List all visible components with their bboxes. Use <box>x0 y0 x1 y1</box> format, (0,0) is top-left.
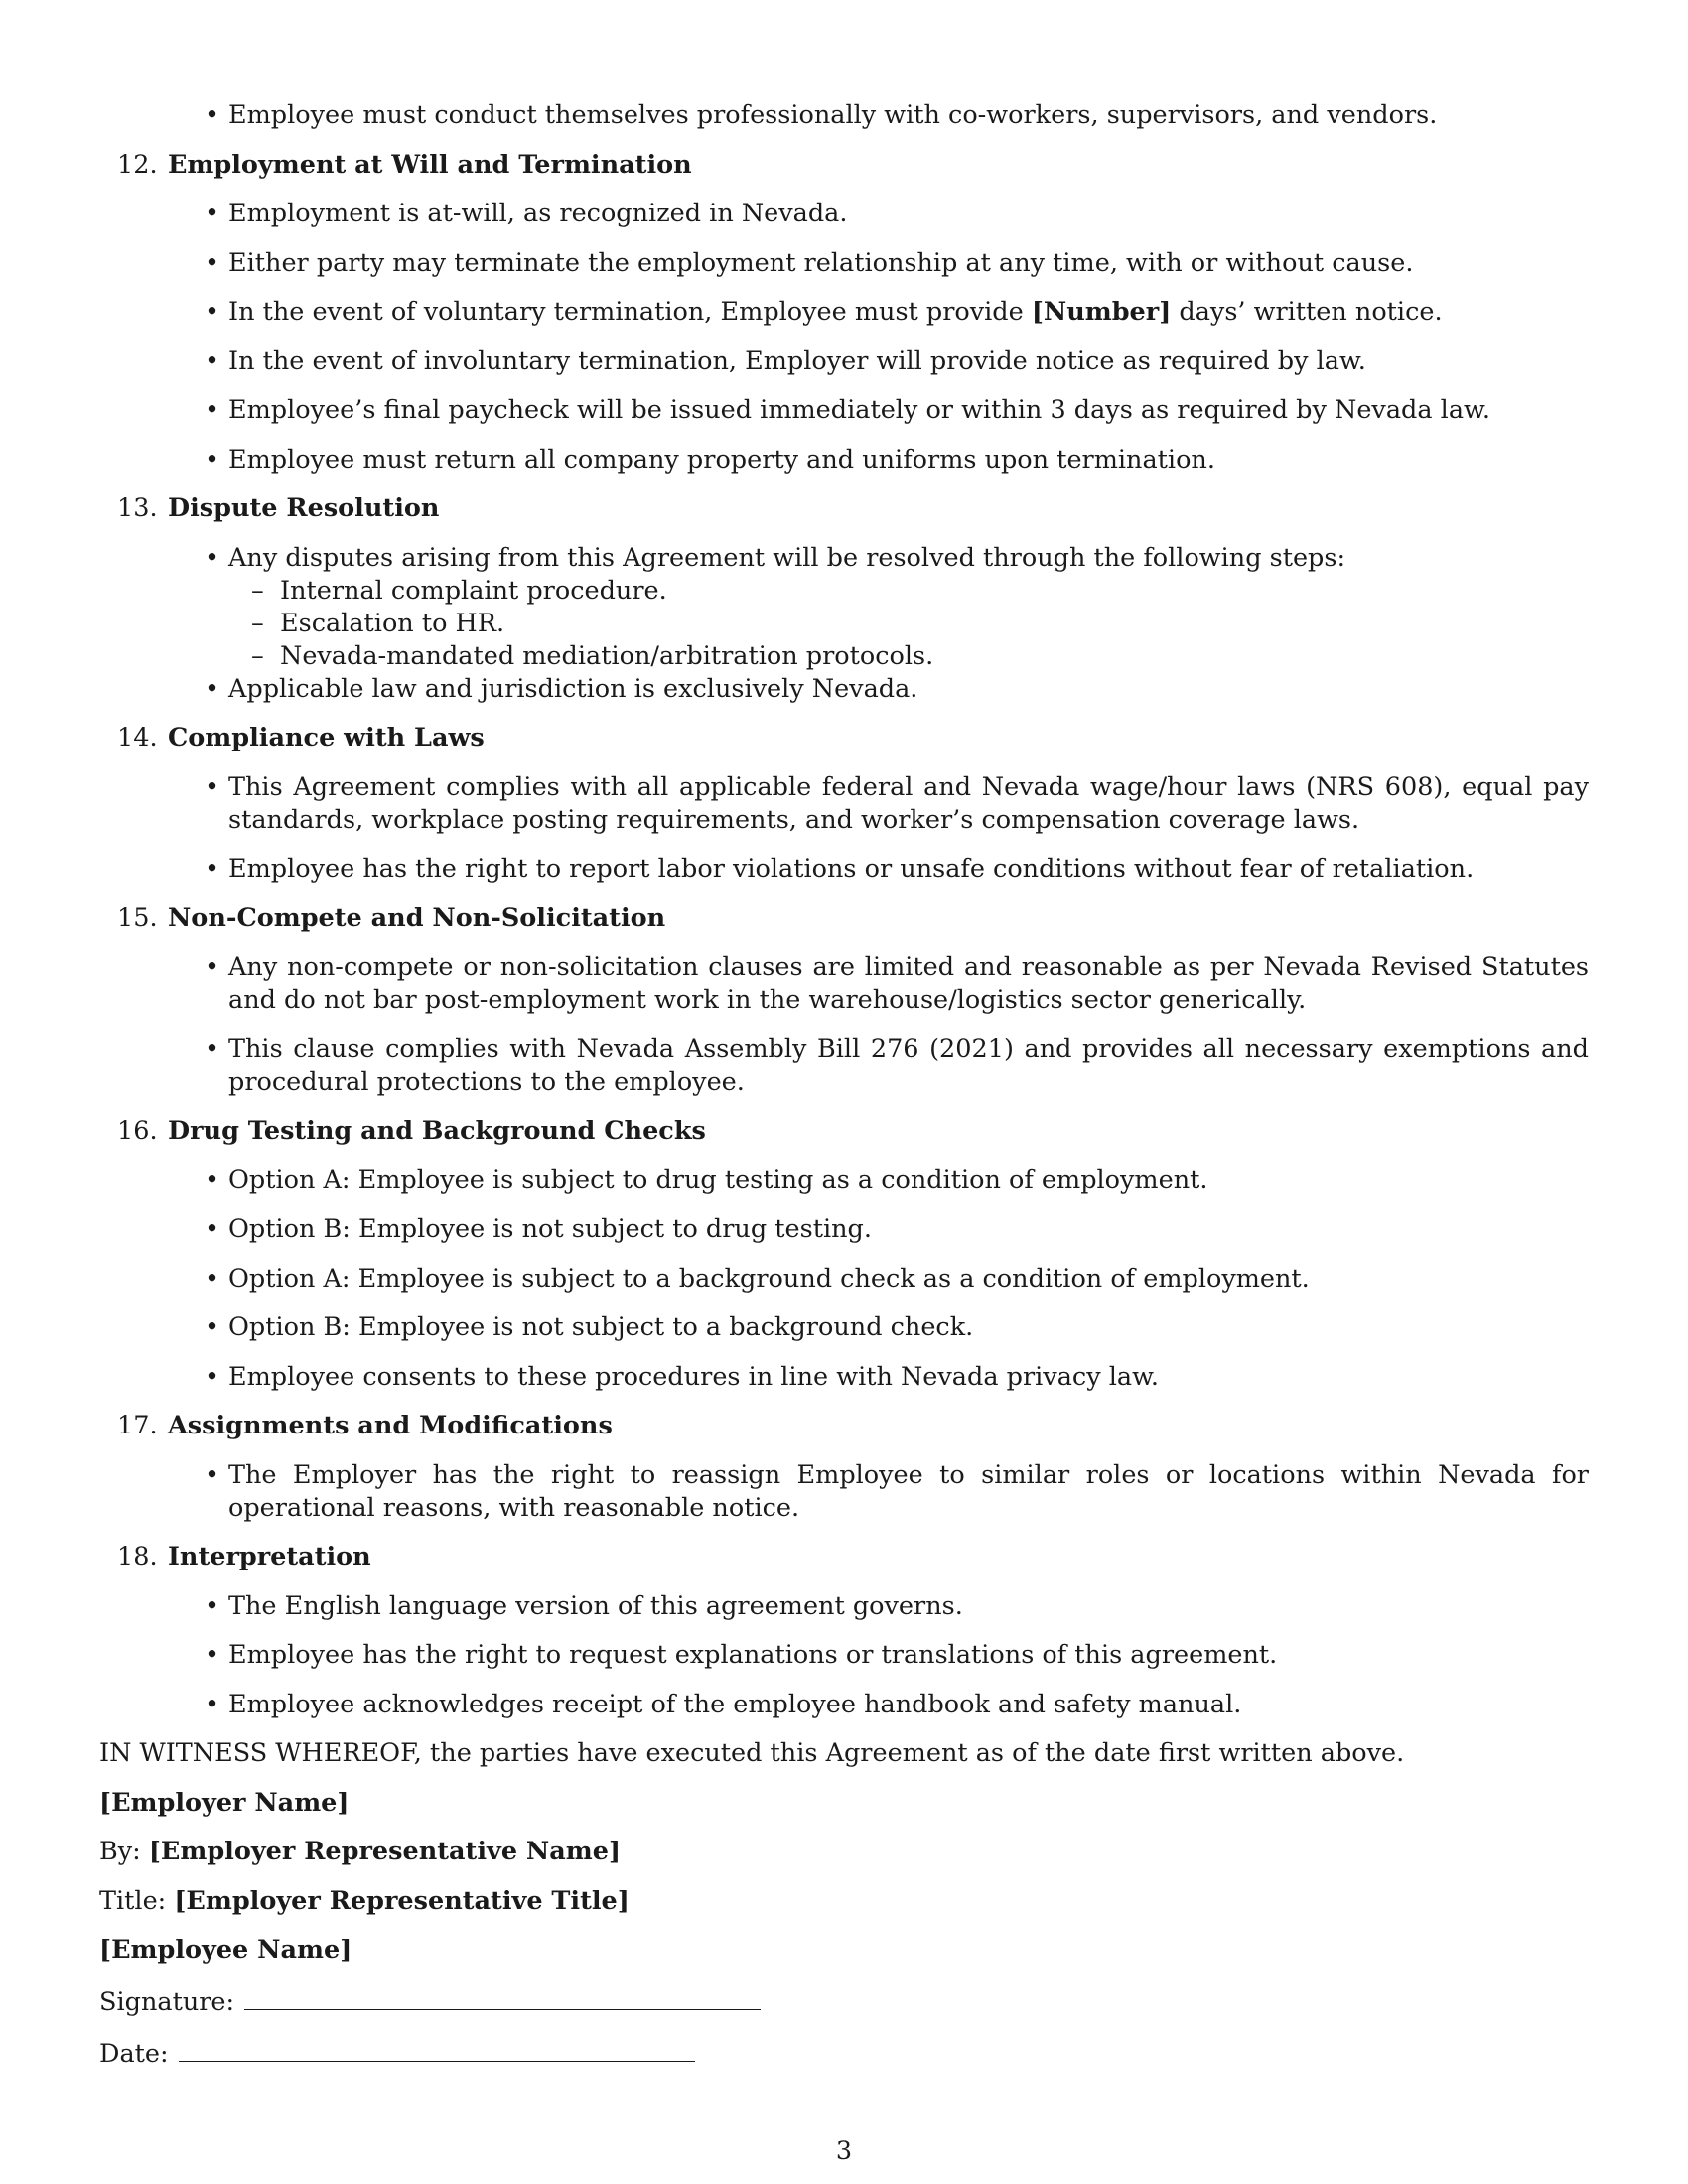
witness-statement: IN WITNESS WHEREOF, the parties have executed this Agreement as of the date first written above. <box>99 1738 1405 1768</box>
text: In the event of voluntary termination, Employee must provide <box>228 297 1032 327</box>
section-number: 18. <box>117 1542 158 1571</box>
list-item: • The English language version of this agreement governs. <box>99 1590 1589 1623</box>
title-line <box>99 1885 1589 1918</box>
list-item: • Employment is at-will, as recognized in Nevada. <box>99 198 1589 230</box>
section-heading-16 <box>99 1115 1589 1148</box>
list-item: • Employee has the right to request explanations or translations of this agreement. <box>99 1639 1589 1672</box>
sub-list-item: – Escalation to HR. <box>99 608 1589 640</box>
employer-rep-name: [Employer Representative Name] <box>148 1837 622 1866</box>
section-number: 16. <box>117 1116 158 1146</box>
section-heading-17 <box>99 1410 1589 1442</box>
sub-list-item: – Internal complaint procedure. <box>99 575 1589 608</box>
list-item: • Employee acknowledges receipt of the employee handbook and safety manual. <box>99 1689 1589 1721</box>
signature-line <box>99 1983 1589 2019</box>
text: days’ written notice. <box>1171 297 1443 327</box>
section-heading-13 <box>99 492 1589 525</box>
employee-name: [Employee Name] <box>99 1935 352 1965</box>
document-page <box>99 99 1589 2088</box>
list-item: • This clause complies with Nevada Assembly Bill 276 (2021) and provides all necessary exemptions and procedural protections to the employee. <box>99 1033 1589 1099</box>
list-item: • Option A: Employee is subject to a background check as a condition of employment. <box>99 1263 1589 1296</box>
section-heading-12 <box>99 149 1589 182</box>
list-item: • Employee has the right to report labor violations or unsafe conditions without fear of retaliation. <box>99 853 1589 886</box>
section-number: 14. <box>117 723 158 752</box>
page-number: 3 <box>835 2136 853 2166</box>
section-number: 13. <box>117 493 158 523</box>
section-number: 17. <box>117 1411 158 1440</box>
employer-name: [Employer Name] <box>99 1787 350 1818</box>
list-item: • The Employer has the right to reassign Employee to similar roles or locations within Nevada for operational reasons, with reasonable notice. <box>99 1459 1589 1525</box>
list-item: • Employee consents to these procedures in line with Nevada privacy law. <box>99 1361 1589 1394</box>
by-line <box>99 1836 1589 1868</box>
list-item: • Any non-compete or non-solicitation clauses are limited and reasonable as per Nevada Revised Statutes and do not bar post-employment work in the warehouse/logistics sector generically. <box>99 951 1589 1017</box>
list-item: • Employee must conduct themselves professionally with co-workers, supervisors, and vendors. <box>99 99 1589 132</box>
list-item: • Employee’s final paycheck will be issued immediately or within 3 days as required by Nevada law. <box>99 394 1589 427</box>
section-number: 12. <box>117 149 158 180</box>
date-blank[interactable] <box>179 2035 695 2062</box>
section-title: Non-Compete and Non-Solicitation <box>168 902 666 933</box>
section-title: Interpretation <box>168 1542 371 1571</box>
section-heading-15 <box>99 902 1589 935</box>
section-heading-14 <box>99 722 1589 754</box>
employer-rep-title: [Employer Representative Title] <box>174 1885 630 1916</box>
section-title: Dispute Resolution <box>168 493 440 523</box>
title-label: Title: <box>99 1885 167 1916</box>
section-heading-18 <box>99 1541 1589 1573</box>
signature-blank[interactable] <box>244 1983 761 2010</box>
sub-list-item: – Nevada-mandated mediation/arbitration protocols. <box>99 640 1589 673</box>
list-item: • Any disputes arising from this Agreement will be resolved through the following steps: <box>99 542 1589 575</box>
list-item: • Option A: Employee is subject to drug testing as a condition of employment. <box>99 1164 1589 1197</box>
section-title: Drug Testing and Background Checks <box>168 1116 706 1146</box>
list-item <box>99 296 1589 329</box>
employer-name-placeholder <box>99 1787 1589 1820</box>
date-label: Date: <box>99 2039 169 2069</box>
section-title: Assignments and Modifications <box>168 1411 613 1440</box>
list-item: • Option B: Employee is not subject to drug testing. <box>99 1213 1589 1246</box>
list-item: • In the event of involuntary termination, Employer will provide notice as required by law. <box>99 345 1589 378</box>
placeholder-number: [Number] <box>1031 297 1172 327</box>
list-item: • Either party may terminate the employment relationship at any time, with or without cause. <box>99 247 1589 280</box>
date-line <box>99 2035 1589 2071</box>
employee-name-placeholder <box>99 1934 1589 1967</box>
section-title: Employment at Will and Termination <box>168 149 692 180</box>
list-item: • Option B: Employee is not subject to a background check. <box>99 1311 1589 1344</box>
list-item: • Employee must return all company property and uniforms upon termination. <box>99 444 1589 477</box>
list-item: • Applicable law and jurisdiction is exclusively Nevada. <box>99 673 1589 706</box>
list-item: • This Agreement complies with all applicable federal and Nevada wage/hour laws (NRS 608), equal pay standards, workplace posting requirements, and worker’s compensation coverage laws. <box>99 771 1589 837</box>
section-number: 15. <box>117 902 158 933</box>
section-title: Compliance with Laws <box>168 723 485 752</box>
signature-label: Signature: <box>99 1986 235 2017</box>
by-label: By: <box>99 1837 141 1866</box>
